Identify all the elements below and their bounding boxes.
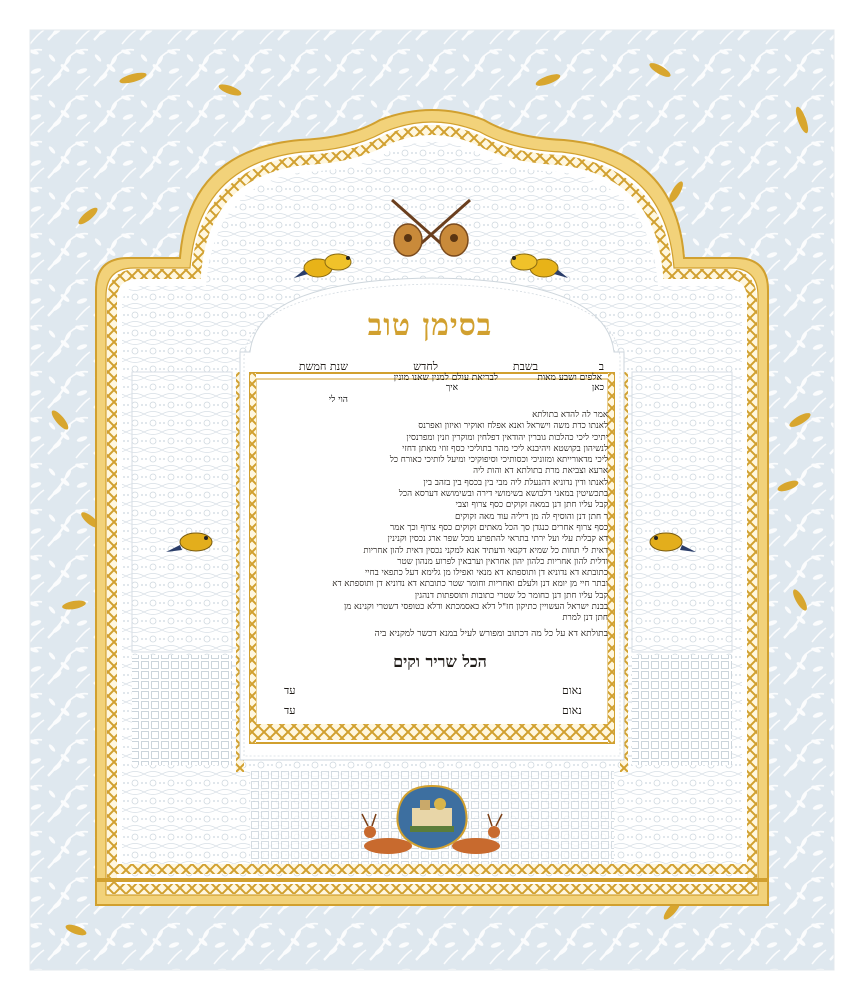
body-line: בתכשיטין במאני דלבושא בשימושי דירה ובשימושא דערסא הכל bbox=[398, 489, 608, 500]
body-line: ובתר חיי מן יומא דנן ולעלם ואחריות וחומר שטר כתובתא דא נדוניא דן ותוספתא דא bbox=[332, 579, 608, 590]
body-line: קבל עליו חתן דנן כחומר כל שטרי כתובות ותוספתות דנהגין bbox=[414, 590, 608, 601]
body-line: קבל עליו חתן דנן במאה זקוקים כסף צרוף וצבי bbox=[455, 500, 608, 511]
body-line: דאית לי תחות כל שמיא דקנאי ודעתיד אנא למקני נכסין דאית להון אחריות bbox=[363, 545, 608, 556]
header-month: לחדש bbox=[413, 360, 438, 373]
ketubah-body-text bbox=[272, 410, 608, 625]
body-line: לאנתו ודין נדוניא דהנעלת ליה מבי בין בכסף בין בזהב בין bbox=[423, 477, 608, 488]
witness-2-right-label: נאום bbox=[562, 704, 582, 717]
witness-1-right-label: נאום bbox=[562, 684, 582, 697]
header-day-letter: ב bbox=[598, 360, 604, 373]
body-line: ארעא וצביאת מרת בתולתא דא והות ליה bbox=[473, 466, 608, 477]
body-line: חתן דנן למרת bbox=[562, 613, 608, 624]
witness-2-left-label: עד bbox=[284, 704, 296, 717]
body-line: דא קבלית עלי ועל ירתי בתראי להתפרע מכל שפר ארג נכסין וקנינין bbox=[387, 534, 608, 545]
header-line-3: איך הוי לי bbox=[328, 383, 458, 405]
jerusalem-medallion-icon bbox=[397, 786, 466, 849]
body-line: כתובתא דא נדוניא דן ותוספתא דא מנאי ואפילו מן גלימא דעל כתפאי בחיי bbox=[364, 568, 608, 579]
body-line: לאנתו כדת משה וישראל ואנא אפלח ואוקיר ואיזון ואפרנס bbox=[418, 421, 608, 432]
body-line: יתיכי ליכי כהלכות גוברין יהודאין דפלחין ומוקרין וזנין ומפרנסין bbox=[406, 432, 608, 443]
body-line: בבנת ישראל העשויין כתיקון חז"ל דלא כאסמכתא ודלא כטופסי דשטרי וקנינא מן bbox=[344, 602, 608, 613]
body-line: ר חתן דנן והוסיף לה מן דיליה עוד מאה זקוקים bbox=[454, 511, 608, 522]
body-line: לנשיהון בקושטא ויהיבנא ליכי מהר בתוליכי כסף זוזי מאתן דחזי bbox=[402, 443, 608, 454]
header-line-2: אלפים ושבע מאות לבריאת עולם למנין שאנו מונין כאן bbox=[393, 373, 604, 393]
closing-line: בתולתא דא על כל מה דכתוב ומפורש לעיל במנא דכשר למקניא ביה bbox=[374, 629, 608, 639]
body-line: כסף צרוף אחרים כנגדן סך הכל מאתים זקוקים כסף צרוף וכך אמר bbox=[390, 522, 608, 533]
header-shabbat: בשבת bbox=[512, 360, 538, 373]
body-line: ודלית להון אחריות כלהון יהון אחראין וערבאין לפרוע מנהון שטר bbox=[397, 556, 608, 567]
body-line: ליכי מדאורייתא ומזוניכי וכסותיכי וסיפוקיכי ומיעל לותיכי כאורח כל bbox=[389, 455, 608, 466]
ketubah-title: בסימן טוב bbox=[367, 308, 493, 343]
header-year: שנת חמשת bbox=[298, 360, 348, 373]
motto: הכל שריר וקים bbox=[393, 652, 487, 671]
body-line: אמר לה להדא בתולתא bbox=[532, 410, 608, 420]
witness-1-left-label: עד bbox=[284, 684, 296, 697]
